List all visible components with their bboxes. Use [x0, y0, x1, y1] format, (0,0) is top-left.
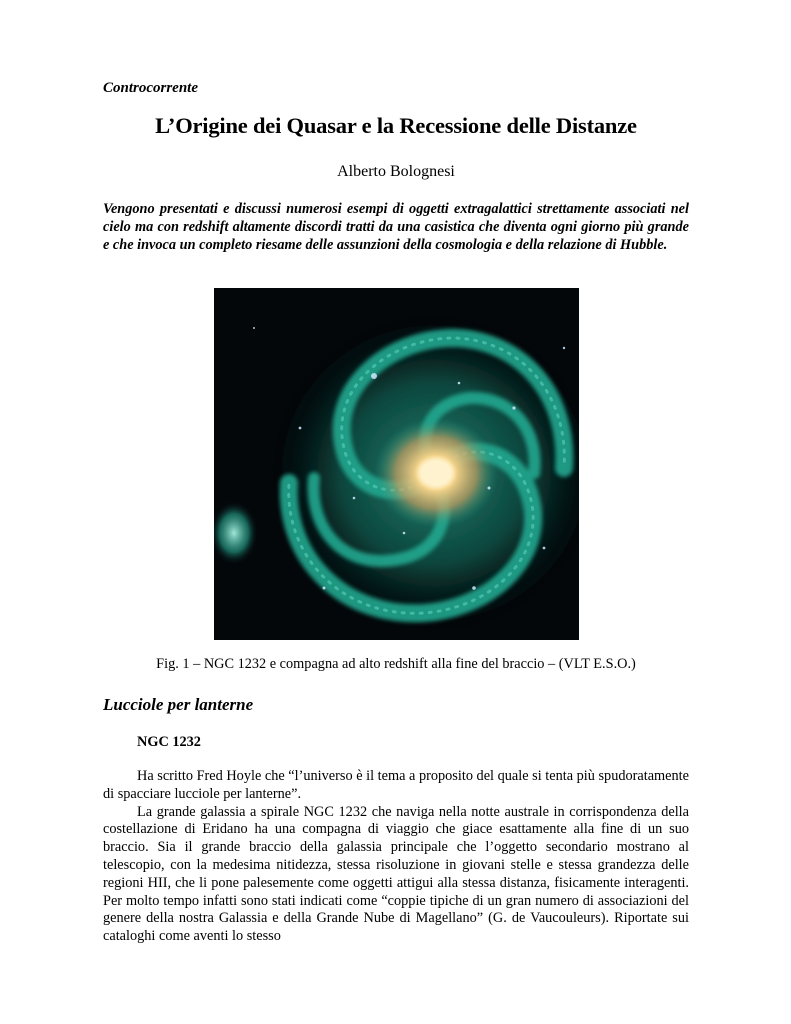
figure-caption: Fig. 1 – NGC 1232 e compagna ad alto redshift alla fine del braccio – (VLT E.S.O.): [156, 656, 636, 672]
galaxy-image: [214, 288, 579, 640]
paragraph: Ha scritto Fred Hoyle che “l’universo è il tema a proposito del quale si tenta più spudoratamente di spacciare lucciole per lanterne”.: [103, 768, 689, 802]
author-name: Alberto Bolognesi: [337, 163, 455, 180]
section-label: Controcorrente: [103, 80, 199, 96]
subsection-heading: NGC 1232: [137, 734, 201, 750]
article-title: L’Origine dei Quasar e la Recessione delle Distanze: [155, 113, 637, 138]
section-heading: Lucciole per lanterne: [103, 695, 254, 714]
paragraph: La grande galassia a spirale NGC 1232 che naviga nella notte australe in corrispondenza della costellazione di Eridano ha una compagna di viaggio che giace esattamente alla fine di un suo braccio. Sia il grande braccio della galassia principale che l’oggetto secondario mostrano al telescopio, con la medesima nitidezza, stessa risoluzione in giovani stelle e stessa grandezza delle regioni HII, che li pone palesemente come oggetti attigui alla stessa distanza, fisicamente interagenti. Per molto tempo infatti sono stati indicati come “coppie tipiche di un gran numero di associazioni del genere della nostra Galassia e della Grande Nube di Magellano” (G. de Vaucouleurs). Riportate sui cataloghi come aventi lo stesso: [103, 803, 689, 945]
galaxy-figure: [214, 288, 579, 640]
abstract: Vengono presentati e discussi numerosi esempi di oggetti extragalattici strettamente associati nel cielo ma con redshift altamente discordi tratti da una casistica che diventa ogni giorno più grande e che invoca un completo riesame delle assunzioni della cosmologia e della relazione di Hubble.: [103, 201, 689, 254]
body-text: [103, 768, 689, 946]
